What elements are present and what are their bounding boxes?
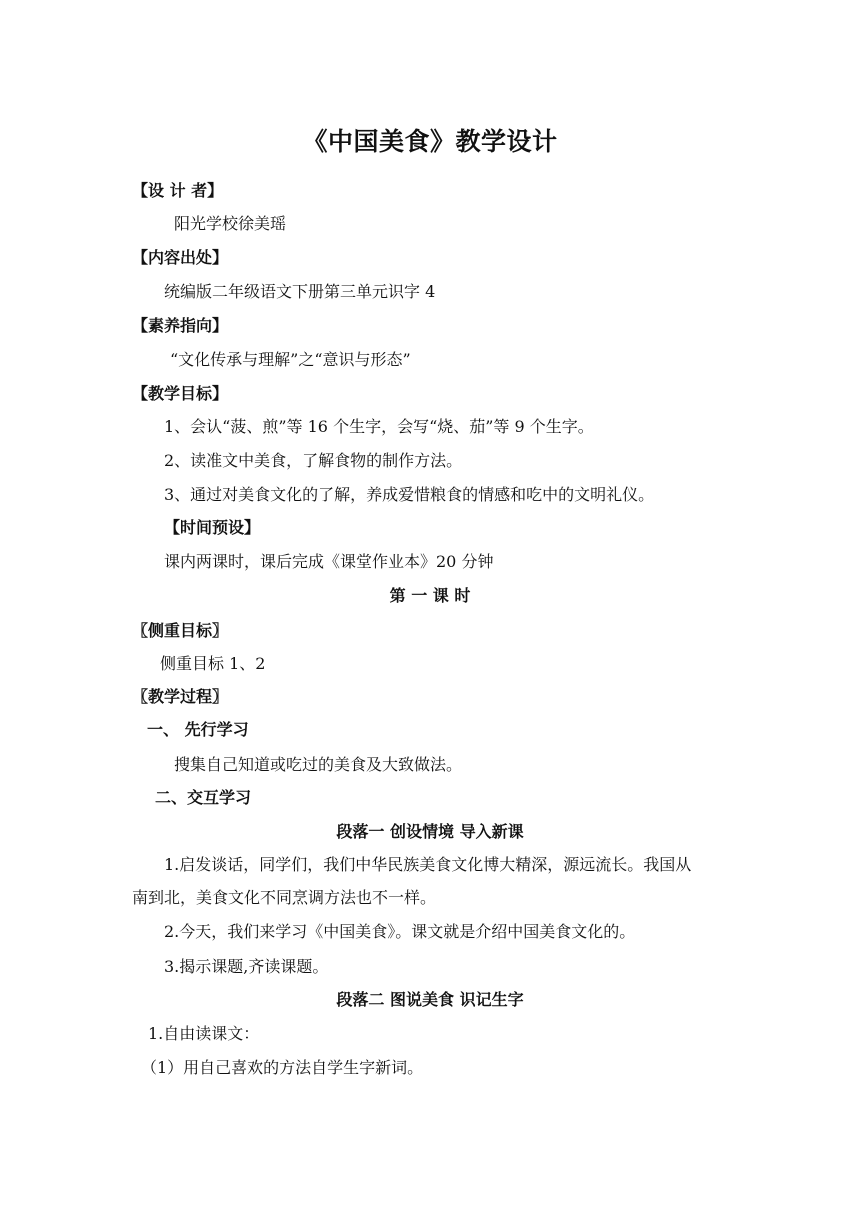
para1-item: 1.启发谈话，同学们，我们中华民族美食文化博大精深，源远流长。我国从 (164, 855, 692, 874)
step1-text: 搜集自己知道或吃过的美食及大致做法。 (174, 755, 463, 774)
step2-heading: 二、交互学习 (155, 788, 252, 807)
goal-item: 1、会认“菠、煎”等 16 个生字，会写“烧、茄”等 9 个生字。 (164, 417, 594, 436)
time-text: 课内两课时，课后完成《课堂作业本》20 分钟 (164, 552, 494, 571)
focus-text: 侧重目标 1、2 (160, 654, 266, 673)
literacy-heading: 【素养指向】 (132, 316, 229, 335)
designer-text: 阳光学校徐美瑶 (174, 214, 287, 233)
para1-item: 南到北，美食文化不同烹调方法也不一样。 (132, 888, 437, 907)
source-text: 统编版二年级语文下册第三单元识字 4 (164, 282, 436, 301)
goal-item: 3、通过对美食文化的了解，养成爱惜粮食的情感和吃中的文明礼仪。 (164, 485, 655, 504)
document-title: 《中国美食》教学设计 (302, 127, 558, 156)
designer-heading: 【设 计 者】 (132, 181, 224, 200)
para1-heading: 段落一 创设情境 导入新课 (336, 822, 524, 841)
para1-item: 3.揭示课题,齐读课题。 (164, 957, 329, 976)
para2-item: （1）用自己喜欢的方法自学生字新词。 (141, 1058, 424, 1077)
literacy-text: “文化传承与理解”之“意识与形态” (170, 350, 411, 369)
para2-item: 1.自由读课文： (148, 1024, 260, 1043)
goal-item: 2、读准文中美食，了解食物的制作方法。 (164, 451, 463, 470)
time-heading: 【时间预设】 (164, 518, 261, 537)
focus-heading: 〖侧重目标〗 (132, 621, 229, 640)
lesson-heading: 第 一 课 时 (389, 586, 471, 605)
para2-heading: 段落二 图说美食 识记生字 (336, 990, 524, 1009)
step1-heading: 一、 先行学习 (147, 720, 249, 739)
source-heading: 【内容出处】 (132, 248, 229, 267)
para1-item: 2.今天，我们来学习《中国美食》。课文就是介绍中国美食文化的。 (164, 922, 636, 941)
process-heading: 〖教学过程〗 (132, 687, 229, 706)
goals-heading: 【教学目标】 (132, 384, 229, 403)
